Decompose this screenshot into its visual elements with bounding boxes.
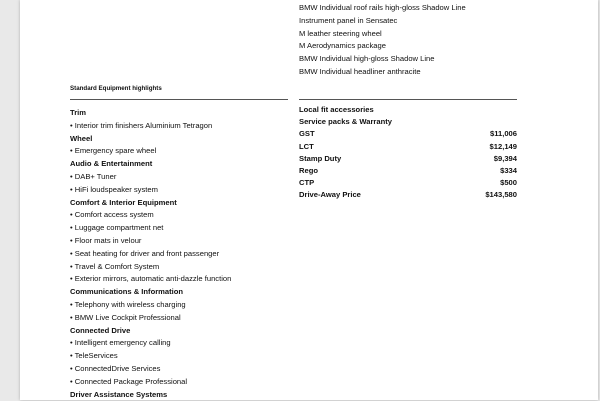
equipment-category-communications: Communications & Information xyxy=(70,287,184,297)
equipment-item: • ConnectedDrive Services xyxy=(70,363,161,373)
price-value: $12,149 xyxy=(489,141,517,151)
equipment-item: • Interior trim finishers Aluminium Tetragon xyxy=(70,120,213,130)
standard-equipment-heading: Standard Equipment highlights xyxy=(70,85,162,92)
price-row xyxy=(299,165,517,177)
equipment-item: • Emergency spare wheel xyxy=(70,146,157,156)
equipment-item: • Telephony with wireless charging xyxy=(70,299,186,309)
price-breakdown xyxy=(299,104,517,202)
price-label: Stamp Duty xyxy=(299,153,342,163)
equipment-category-wheel: Wheel xyxy=(70,133,93,143)
price-value: $500 xyxy=(500,178,517,188)
equipment-category-connected-drive: Connected Drive xyxy=(70,325,131,335)
price-label: Drive-Away Price xyxy=(299,190,361,200)
equipment-category-driver-assistance: Driver Assistance Systems xyxy=(70,389,168,399)
price-row xyxy=(299,128,517,140)
options-list xyxy=(299,2,519,79)
price-label: Rego xyxy=(299,166,318,176)
price-value: $9,394 xyxy=(493,153,517,163)
price-label: CTP xyxy=(299,178,315,188)
local-fit-accessories: Local fit accessories xyxy=(299,105,374,114)
equipment-item: • TeleServices xyxy=(70,351,118,361)
price-label: GST xyxy=(299,129,315,139)
standard-equipment-list xyxy=(70,107,290,401)
equipment-item: • Comfort access system xyxy=(70,210,154,220)
equipment-item: • Intelligent emergency calling xyxy=(70,338,171,348)
option-item: M Aerodynamics package xyxy=(299,41,386,51)
price-value: $334 xyxy=(500,166,517,176)
equipment-item: • Connected Package Professional xyxy=(70,376,188,386)
option-item: M leather steering wheel xyxy=(299,28,382,38)
equipment-item: • Seat heating for driver and front passenger xyxy=(70,248,220,258)
equipment-item: • BMW Live Cockpit Professional xyxy=(70,312,181,322)
equipment-category-audio: Audio & Entertainment xyxy=(70,159,153,169)
price-value: $11,006 xyxy=(489,129,517,139)
equipment-item: • Luggage compartment net xyxy=(70,223,164,233)
equipment-item: • Travel & Comfort System xyxy=(70,261,160,271)
option-item: Instrument panel in Sensatec xyxy=(299,15,398,25)
price-value: $143,580 xyxy=(485,190,517,200)
price-label: LCT xyxy=(299,141,314,151)
equipment-item: • Floor mats in velour xyxy=(70,235,142,245)
equipment-item: • DAB+ Tuner xyxy=(70,171,117,181)
document-page xyxy=(20,0,598,400)
service-packs-warranty: Service packs & Warranty xyxy=(299,117,393,127)
equipment-item: • HiFi loudspeaker system xyxy=(70,184,158,194)
equipment-item: • Exterior mirrors, automatic anti-dazzle function xyxy=(70,274,232,284)
price-row xyxy=(299,141,517,153)
price-row xyxy=(299,177,517,189)
price-row xyxy=(299,153,517,165)
price-row-drive-away xyxy=(299,189,517,201)
option-item: BMW Individual headliner anthracite xyxy=(299,66,421,76)
equipment-category-trim: Trim xyxy=(70,108,87,117)
divider-right xyxy=(299,99,517,100)
option-item: BMW Individual high-gloss Shadow Line xyxy=(299,54,435,64)
equipment-category-comfort: Comfort & Interior Equipment xyxy=(70,197,177,207)
option-item: BMW Individual roof rails high-gloss Shadow Line xyxy=(299,3,466,12)
divider-left xyxy=(70,99,288,100)
